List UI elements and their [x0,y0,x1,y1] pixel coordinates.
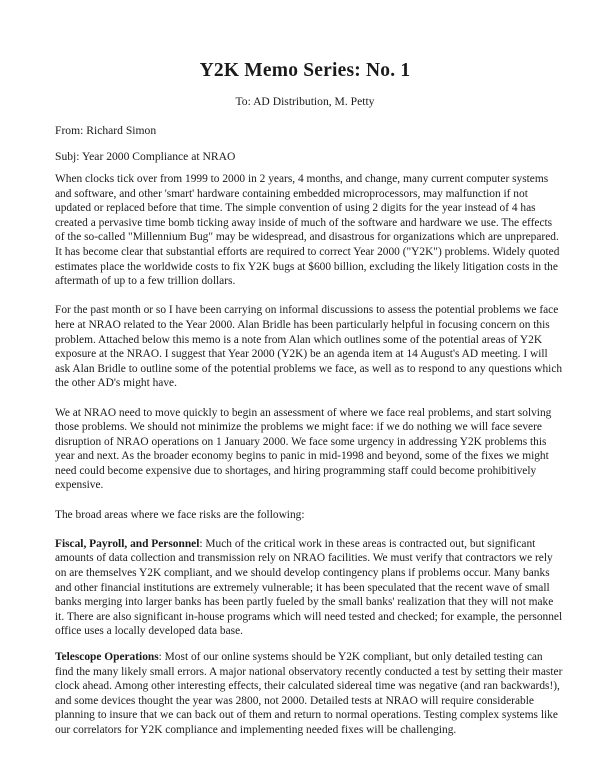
memo-subject-line: Subj: Year 2000 Compliance at NRAO [55,150,236,163]
section-telescope-text: : Most of our online systems should be Y2K compliant, but only detailed testing can find the many likely small errors. A major national observatory recently conducted a test by setting their master clock ahead. Among other interesting effects, their calculated sidereal time was negative (and ran backwards!), and some devices thought the year was 2800, not 2000. Detailed tests at NRAO will require considerable planning to insure that we can back out of them and return to normal operations. Testing complex systems like our correlators for Y2K compliance and implementing needed fixes will be challenging. [55,651,563,736]
memo-title: Y2K Memo Series: No. 1 [199,60,411,81]
paragraph-risk-areas-intro: The broad areas where we face risks are the following: [55,508,305,521]
section-fiscal-heading: Fiscal, Payroll, and Personnel [55,537,200,550]
memo-from-line: From: Richard Simon [55,124,157,137]
section-fiscal-text: : Much of the critical work in these areas is contracted out, but significant amounts of data collection and transmission rely on NRAO facilities. We must verify that contractors we rely on are themselves Y2K compliant, and we should develop contingency plans if problems occur. Many banks and other financial institutions are extremely vulnerable; it has been speculated that the recent wave of small banks merging into larger banks has been partly fueled by the small banks' realization that they will not make it. There are also significant in-house programs which will need tested and checked; for example, the personnel office uses a locally developed data base. [55,537,563,638]
section-fiscal [55,537,563,639]
section-telescope-heading: Telescope Operations [55,651,159,663]
paragraph-urgency: We at NRAO need to move quickly to begin an assessment of where we face real problems, and start solving those problems. We should not minimize the problems we might face: if we do nothing we will face severe disruption of NRAO operations on 1 January 2000. We face some urgency in addressing Y2K problems this year and next. As the broader economy begins to panic in mid-1998 and beyond, some of the fixes we might need could become expensive due to shortages, and hiring programming staff could become prohibitively expensive. [55,406,552,492]
paragraph-intro: When clocks tick over from 1999 to 2000 in 2 years, 4 months, and change, many current computer systems and software, and other 'smart' hardware containing embedded microprocessors, may malfunction if not updated or replaced before that time. The simple convention of using 2 digits for the year instead of 4 has created a pervasive time bomb ticking away inside of much of the software and hardware we use. The effects of the so-called "Millennium Bug" may be widespread, and disastrous for organizations which are unprepared. It has become clear that substantial efforts are required to correct Year 2000 ("Y2K") problems. Widely quoted estimates place the worldwide costs to fix Y2K bugs at $600 billion, excluding the likely litigation costs in the aftermath of up to a few trillion dollars. [55,173,560,288]
memo-to-line: To: AD Distribution, M. Petty [235,95,375,108]
section-telescope [55,650,563,738]
paragraph-discussions: For the past month or so I have been carrying on informal discussions to assess the potential problems we face here at NRAO related to the Year 2000. Alan Bridle has been particularly helpful in focusing concern on this problem. Attached below this memo is a note from Alan which outlines some of the potential areas of Y2K exposure at the NRAO. I suggest that Year 2000 (Y2K) be an agenda item at 14 August's AD meeting. I will ask Alan Bridle to outline some of the potential problems we face, as well as to respond to any questions which the other AD's might have. [55,304,563,390]
memo-body [55,172,563,752]
